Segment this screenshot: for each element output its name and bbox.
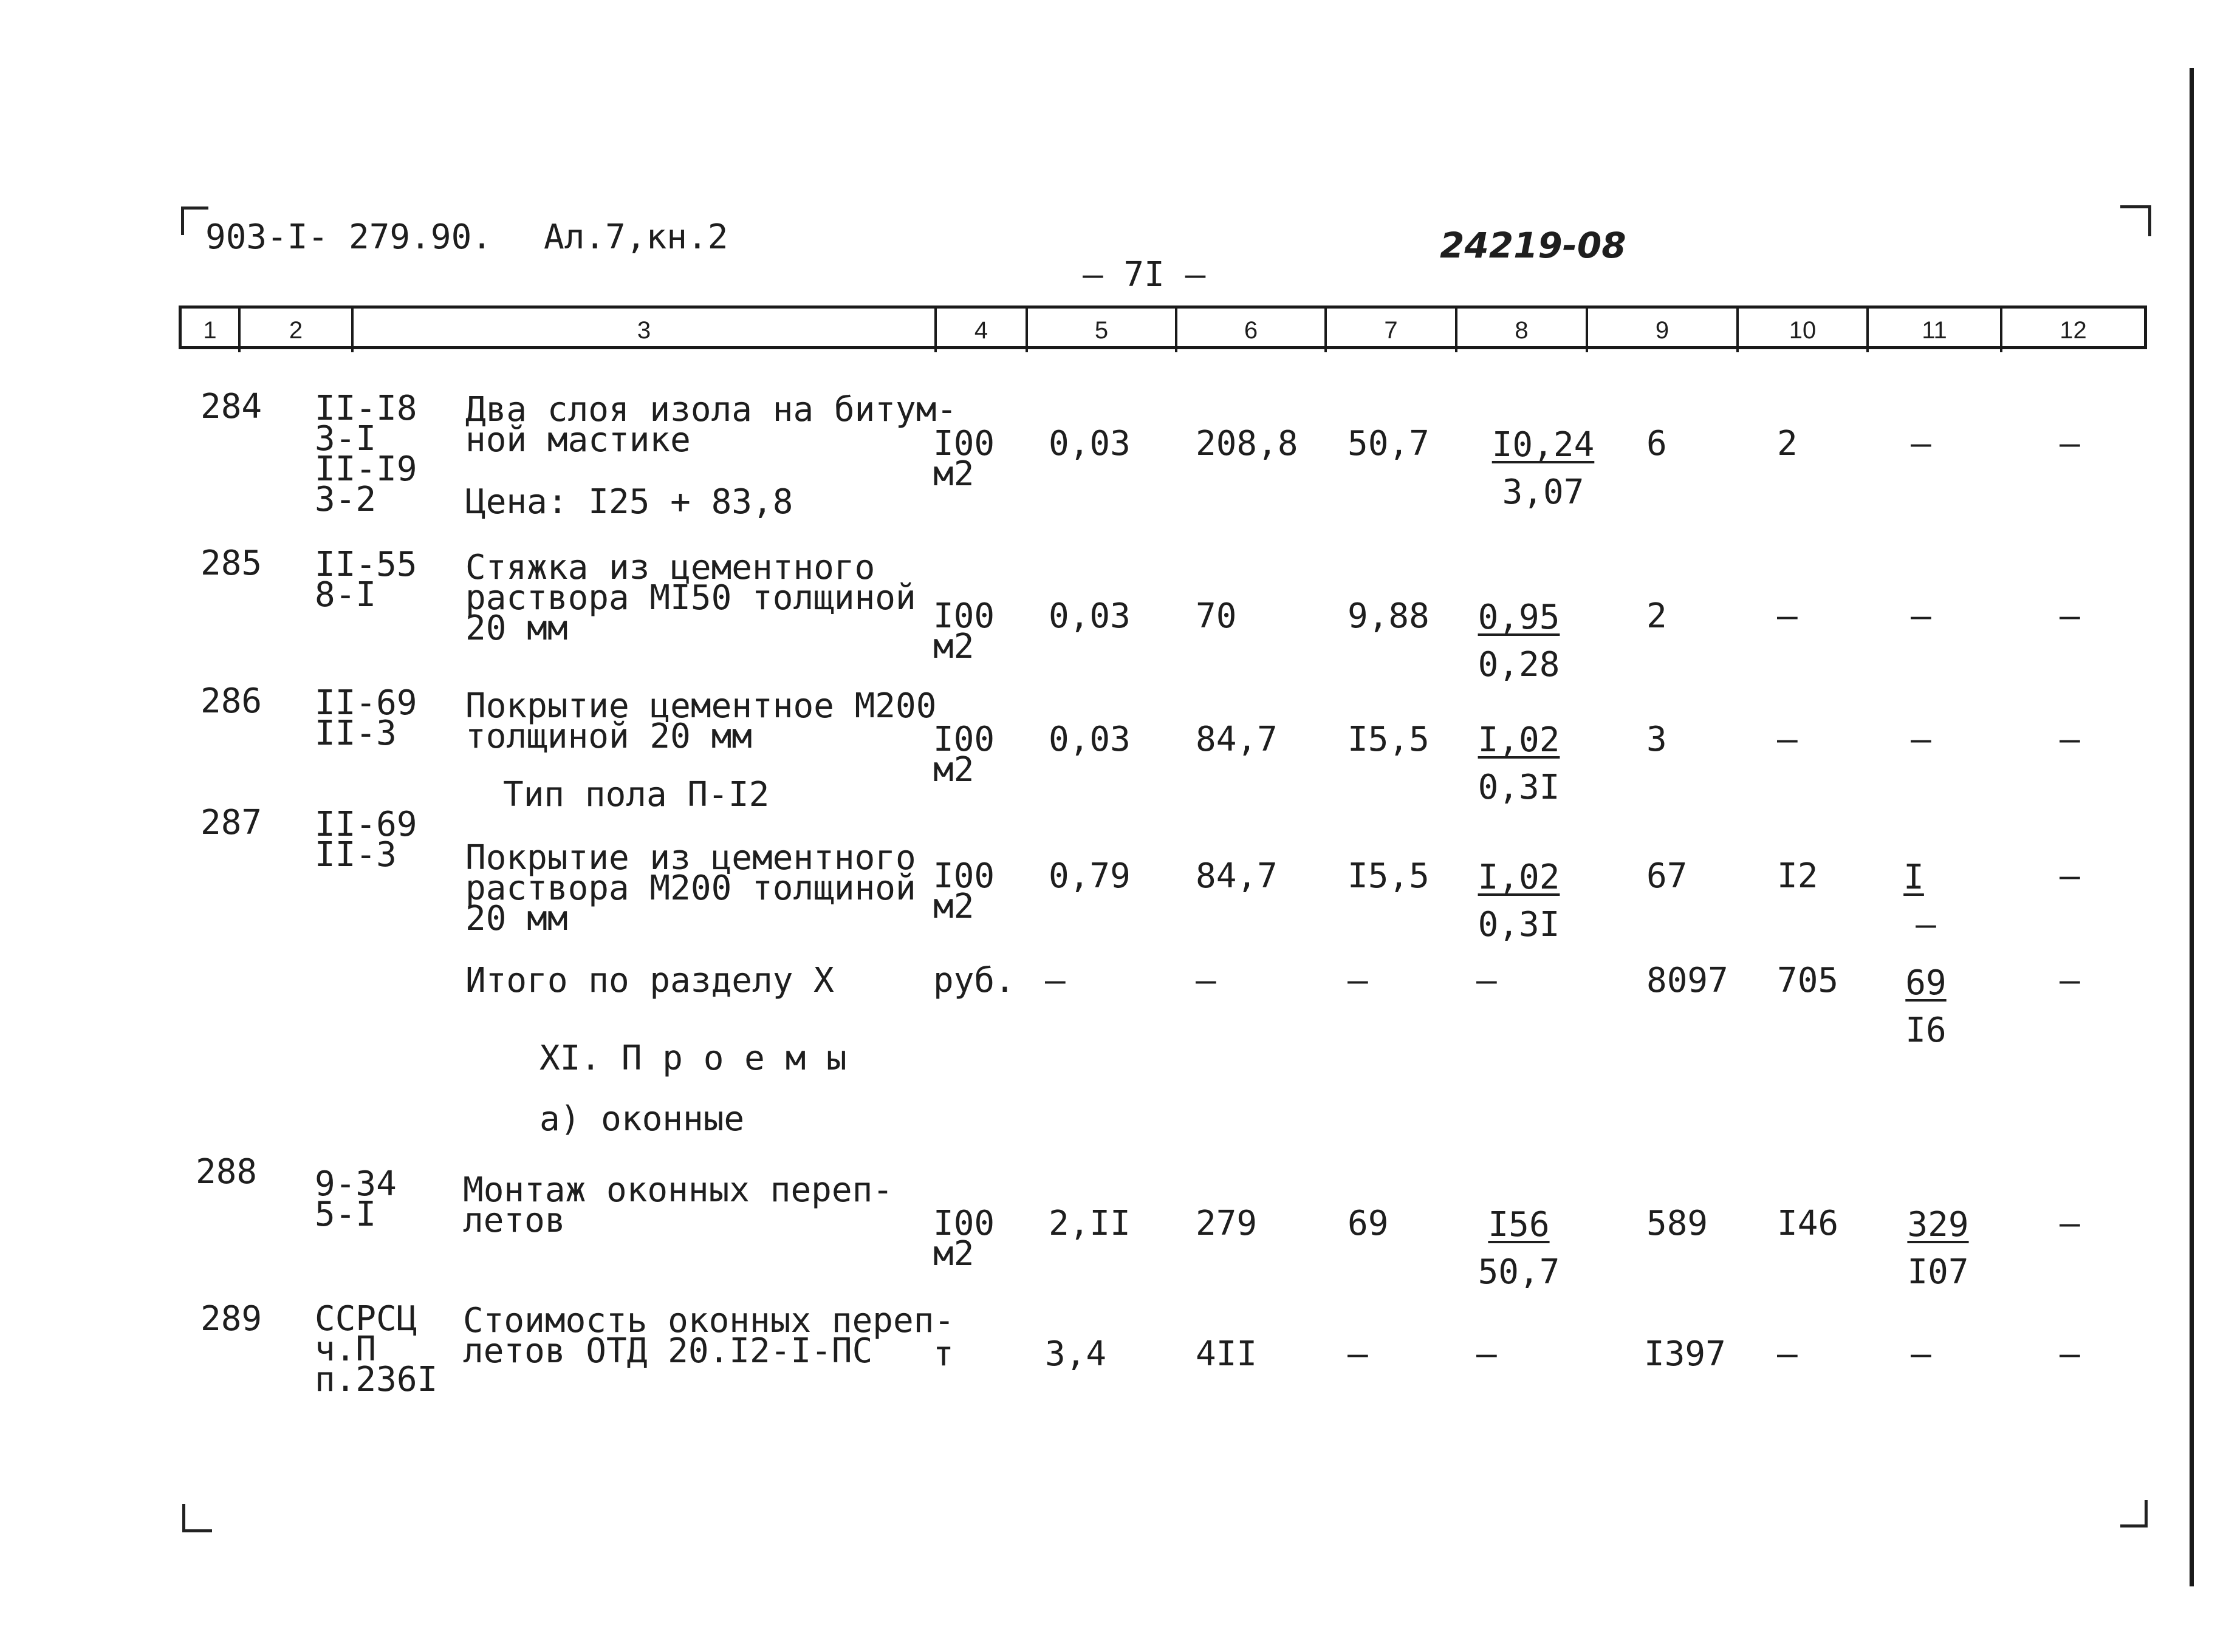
column-8-value: – bbox=[1476, 1334, 1497, 1374]
fraction-denominator: – bbox=[1916, 905, 1936, 944]
column-11-fraction bbox=[1889, 960, 1962, 1054]
quantity: 0,03 bbox=[1049, 596, 1131, 636]
corner-mark-top-right bbox=[2120, 205, 2151, 236]
column-header-6: 6 bbox=[1175, 309, 1324, 352]
norm-code: II-69 II-3 bbox=[315, 805, 417, 875]
album-reference: Ал.7,кн.2 bbox=[544, 217, 728, 257]
column-7-value: I5,5 bbox=[1348, 856, 1430, 896]
column-8-fraction bbox=[1470, 422, 1616, 516]
work-description: Покрытие цементное М200 толщиной 20 мм bbox=[465, 686, 937, 756]
unit: I00 м2 bbox=[933, 1204, 995, 1274]
column-12-value: – bbox=[2060, 856, 2080, 896]
unit: руб. bbox=[933, 961, 1015, 1000]
fraction-numerator: I,02 bbox=[1478, 858, 1560, 897]
total-label: Итого по разделу X bbox=[465, 961, 834, 1000]
corner-mark-top-left bbox=[181, 206, 208, 235]
norm-code: II-69 II-3 bbox=[315, 683, 417, 753]
column-10-value: – bbox=[1777, 596, 1798, 636]
column-9-value: 2 bbox=[1646, 596, 1667, 636]
row-number: 284 bbox=[200, 387, 262, 426]
price-note: Цена: I25 + 83,8 bbox=[465, 482, 793, 522]
fraction-denominator: 0,28 bbox=[1478, 645, 1560, 684]
unit: I00 м2 bbox=[933, 720, 995, 790]
fraction-numerator: 329 bbox=[1907, 1205, 1969, 1244]
column-11-value: – bbox=[1911, 1334, 1931, 1374]
column-12-value: – bbox=[2060, 596, 2080, 636]
work-description: Покрытие из цементного раствора М200 толщиной 20 мм bbox=[465, 838, 916, 938]
fraction-denominator: 3,07 bbox=[1502, 473, 1584, 512]
fraction-denominator: 0,3I bbox=[1478, 768, 1560, 807]
unit-cost: 4II bbox=[1196, 1334, 1258, 1374]
work-description: Монтаж оконных переп- летов bbox=[463, 1170, 894, 1240]
fraction-denominator: I6 bbox=[1905, 1011, 1947, 1050]
corner-mark-bottom-right bbox=[2120, 1500, 2148, 1527]
column-9-value: I397 bbox=[1644, 1334, 1726, 1374]
quantity: 0,03 bbox=[1049, 720, 1131, 759]
column-8-fraction bbox=[1446, 717, 1592, 811]
unit: I00 м2 bbox=[933, 424, 995, 494]
unit: т bbox=[933, 1334, 954, 1374]
fraction-numerator: I56 bbox=[1488, 1205, 1550, 1244]
section-title: XI. П р о е м ы bbox=[539, 1039, 847, 1078]
work-description: Два слоя изола на битум- ной мастике bbox=[465, 390, 957, 460]
column-11-value: – bbox=[1911, 424, 1931, 463]
column-8-fraction bbox=[1446, 1201, 1592, 1296]
column-10-value: I2 bbox=[1777, 856, 1818, 896]
column-header-11: 11 bbox=[1866, 309, 2000, 352]
unit-cost: 70 bbox=[1196, 596, 1237, 636]
column-header-5: 5 bbox=[1026, 309, 1175, 352]
column-12-value: – bbox=[2060, 1334, 2080, 1374]
column-7-value: – bbox=[1348, 961, 1368, 1000]
fraction-numerator: I,02 bbox=[1478, 720, 1560, 760]
fraction-numerator: 69 bbox=[1905, 963, 1947, 1003]
fraction-denominator: I07 bbox=[1907, 1252, 1969, 1292]
column-header-9: 9 bbox=[1586, 309, 1736, 352]
column-9-value: 3 bbox=[1646, 720, 1667, 759]
unit-cost: 84,7 bbox=[1196, 720, 1278, 759]
column-header-3: 3 bbox=[351, 309, 934, 352]
work-description: Стяжка из цементного раствора МI50 толщиной 20 мм bbox=[465, 548, 916, 648]
unit-cost: 208,8 bbox=[1196, 424, 1298, 463]
quantity: 2,II bbox=[1049, 1204, 1131, 1243]
unit: I00 м2 bbox=[933, 596, 995, 666]
handwritten-number: 24219-08 bbox=[1440, 225, 1626, 266]
fraction-numerator: I bbox=[1903, 858, 1924, 897]
fraction-numerator: I0,24 bbox=[1491, 425, 1595, 465]
column-9-value: 67 bbox=[1646, 856, 1688, 896]
row-number: 285 bbox=[200, 544, 262, 583]
column-10-value: I46 bbox=[1777, 1204, 1839, 1243]
page-edge-line bbox=[2190, 68, 2194, 1586]
page-number: — 7I — bbox=[1083, 255, 1206, 295]
unit-cost: 279 bbox=[1196, 1204, 1258, 1243]
column-8-value: – bbox=[1476, 961, 1497, 1000]
column-7-value: – bbox=[1348, 1334, 1368, 1374]
norm-code: II-55 8-I bbox=[315, 545, 417, 615]
column-10-value: 2 bbox=[1777, 424, 1798, 463]
corner-mark-bottom-left bbox=[182, 1504, 212, 1532]
fraction-numerator: 0,95 bbox=[1478, 598, 1560, 637]
column-12-value: – bbox=[2060, 961, 2080, 1000]
column-12-value: – bbox=[2060, 424, 2080, 463]
column-7-value: I5,5 bbox=[1348, 720, 1430, 759]
column-header-8: 8 bbox=[1455, 309, 1586, 352]
column-8-fraction bbox=[1446, 854, 1592, 949]
column-header-10: 10 bbox=[1736, 309, 1866, 352]
column-9-value: 6 bbox=[1646, 424, 1667, 463]
row-number: 286 bbox=[200, 681, 262, 721]
column-8-fraction bbox=[1446, 594, 1592, 689]
unit: I00 м2 bbox=[933, 856, 995, 926]
column-header-12: 12 bbox=[2000, 309, 2144, 352]
norm-code: ССРСЦ ч.П п.236I bbox=[315, 1299, 438, 1399]
column-7-value: 50,7 bbox=[1348, 424, 1430, 463]
unit-cost: – bbox=[1196, 961, 1216, 1000]
column-11-value: – bbox=[1911, 720, 1931, 759]
column-10-value: 705 bbox=[1777, 961, 1839, 1000]
subsection-title: а) оконные bbox=[539, 1099, 745, 1139]
row-number: 289 bbox=[200, 1299, 262, 1339]
unit-cost: 84,7 bbox=[1196, 856, 1278, 896]
column-header-2: 2 bbox=[238, 309, 351, 352]
work-description: Стоимость оконных переп- летов ОТД 20.I2-I-ПС bbox=[463, 1301, 955, 1371]
floor-type-note: Тип пола П-I2 bbox=[503, 775, 770, 814]
quantity: – bbox=[1045, 961, 1066, 1000]
norm-code: 9-34 5-I bbox=[315, 1164, 397, 1234]
column-header-1: 1 bbox=[203, 316, 217, 344]
column-12-value: – bbox=[2060, 1204, 2080, 1243]
column-10-value: – bbox=[1777, 720, 1798, 759]
fraction-denominator: 0,3I bbox=[1478, 905, 1560, 944]
row-number: 288 bbox=[196, 1152, 258, 1192]
column-11-value: – bbox=[1911, 596, 1931, 636]
column-10-value: – bbox=[1777, 1334, 1798, 1374]
column-11-fraction bbox=[1896, 1201, 1981, 1296]
column-header-row bbox=[179, 305, 2147, 349]
quantity: 0,03 bbox=[1049, 424, 1131, 463]
quantity: 3,4 bbox=[1045, 1334, 1107, 1374]
column-header-7: 7 bbox=[1324, 309, 1455, 352]
column-9-value: 8097 bbox=[1646, 961, 1728, 1000]
quantity: 0,79 bbox=[1049, 856, 1131, 896]
row-number: 287 bbox=[200, 803, 262, 842]
column-11-fraction bbox=[1896, 854, 1956, 949]
column-12-value: – bbox=[2060, 720, 2080, 759]
column-9-value: 589 bbox=[1646, 1204, 1708, 1243]
column-7-value: 9,88 bbox=[1348, 596, 1430, 636]
column-7-value: 69 bbox=[1348, 1204, 1389, 1243]
column-header-4: 4 bbox=[934, 309, 1026, 352]
document-code: 903-I- 279.90. bbox=[205, 217, 493, 257]
fraction-denominator: 50,7 bbox=[1478, 1252, 1560, 1292]
norm-code: II-I8 3-I II-I9 3-2 bbox=[315, 389, 417, 519]
